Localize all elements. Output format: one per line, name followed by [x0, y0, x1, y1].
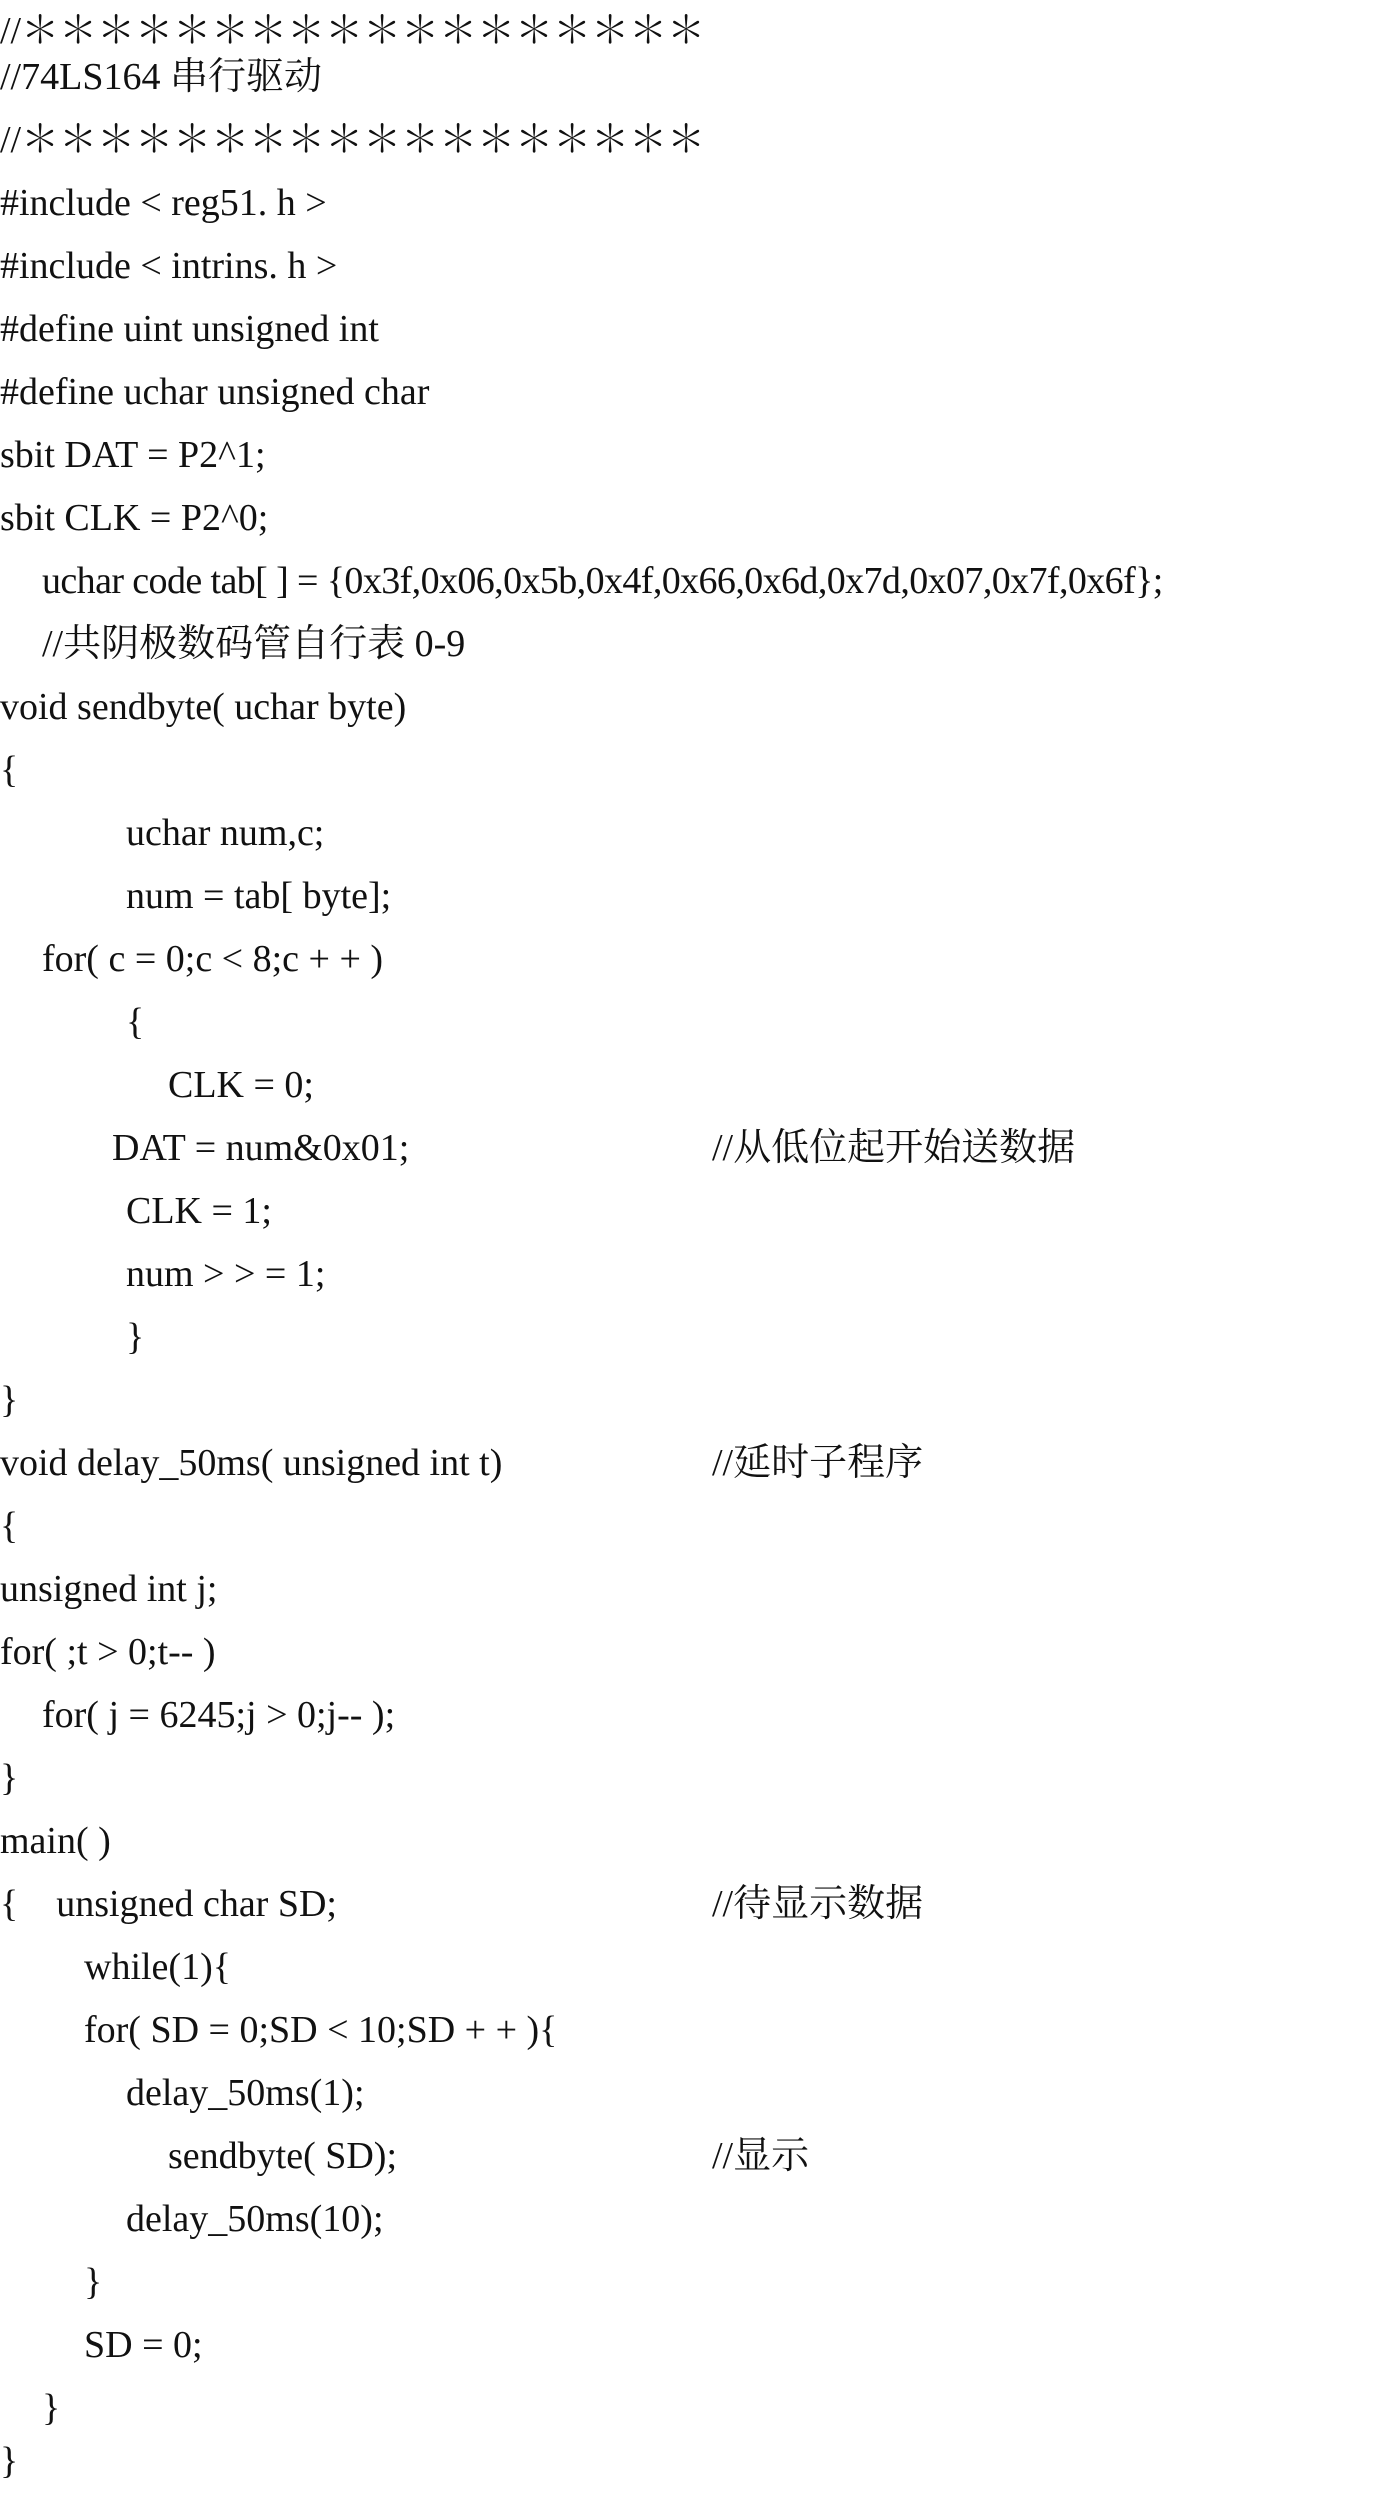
code-text: { — [126, 1001, 145, 1043]
code-text: for( c = 0;c < 8;c + + ) — [42, 938, 384, 980]
code-comment: //从低位起开始送数据 — [712, 1127, 1076, 1169]
code-text: sbit CLK = P2^0; — [0, 497, 269, 539]
code-text: //共阴极数码管自行表 0-9 — [42, 623, 466, 665]
code-comment: //显示 — [712, 2135, 810, 2177]
code-text: void sendbyte( uchar byte) — [0, 686, 407, 728]
code-text: num = tab[ byte]; — [126, 875, 392, 917]
code-text: //74LS164 串行驱动 — [0, 56, 322, 98]
code-text: uchar code tab[ ] = {0x3f,0x06,0x5b,0x4f,0x66,0x6d,0x7d,0x07,0x7f,0x6f}; — [42, 560, 1163, 602]
code-text: #include < intrins. h > — [0, 245, 338, 287]
code-text: sendbyte( SD); — [168, 2135, 398, 2177]
code-text: #define uchar unsigned char — [0, 371, 430, 413]
code-text: uchar num,c; — [126, 812, 325, 854]
code-text: while(1){ — [84, 1946, 231, 1988]
code-text: delay_50ms(10); — [126, 2198, 384, 2240]
code-text: delay_50ms(1); — [126, 2072, 365, 2114]
code-text: { — [0, 749, 19, 791]
code-text: { unsigned char SD; — [0, 1883, 337, 1925]
code-text: num > > = 1; — [126, 1253, 326, 1295]
code-text: sbit DAT = P2^1; — [0, 434, 266, 476]
code-comment: //延时子程序 — [712, 1442, 924, 1484]
code-text: CLK = 1; — [126, 1190, 272, 1232]
code-text: } — [42, 2387, 61, 2429]
code-text: for( j = 6245;j > 0;j-- ); — [42, 1694, 396, 1736]
code-text: } — [0, 1379, 19, 1421]
code-text: SD = 0; — [84, 2324, 203, 2366]
code-text: for( SD = 0;SD < 10;SD + + ){ — [84, 2009, 558, 2051]
code-text: } — [84, 2261, 103, 2303]
code-text: unsigned int j; — [0, 1568, 218, 1610]
code-text: void delay_50ms( unsigned int t) — [0, 1442, 503, 1484]
code-text: DAT = num&0x01; — [112, 1127, 410, 1169]
code-text: CLK = 0; — [168, 1064, 314, 1106]
code-text: //＊＊＊＊＊＊＊＊＊＊＊＊＊＊＊＊＊＊ — [0, 10, 706, 52]
code-text: #include < reg51. h > — [0, 182, 327, 224]
code-comment: //待显示数据 — [712, 1883, 924, 1925]
code-text: } — [126, 1316, 145, 1358]
code-text: //＊＊＊＊＊＊＊＊＊＊＊＊＊＊＊＊＊＊ — [0, 119, 706, 161]
code-text: } — [0, 1757, 19, 1799]
code-text: main( ) — [0, 1820, 111, 1862]
code-text: { — [0, 1505, 19, 1547]
code-text: #define uint unsigned int — [0, 308, 379, 350]
code-text: } — [0, 2440, 19, 2482]
code-text: for( ;t > 0;t-- ) — [0, 1631, 216, 1673]
